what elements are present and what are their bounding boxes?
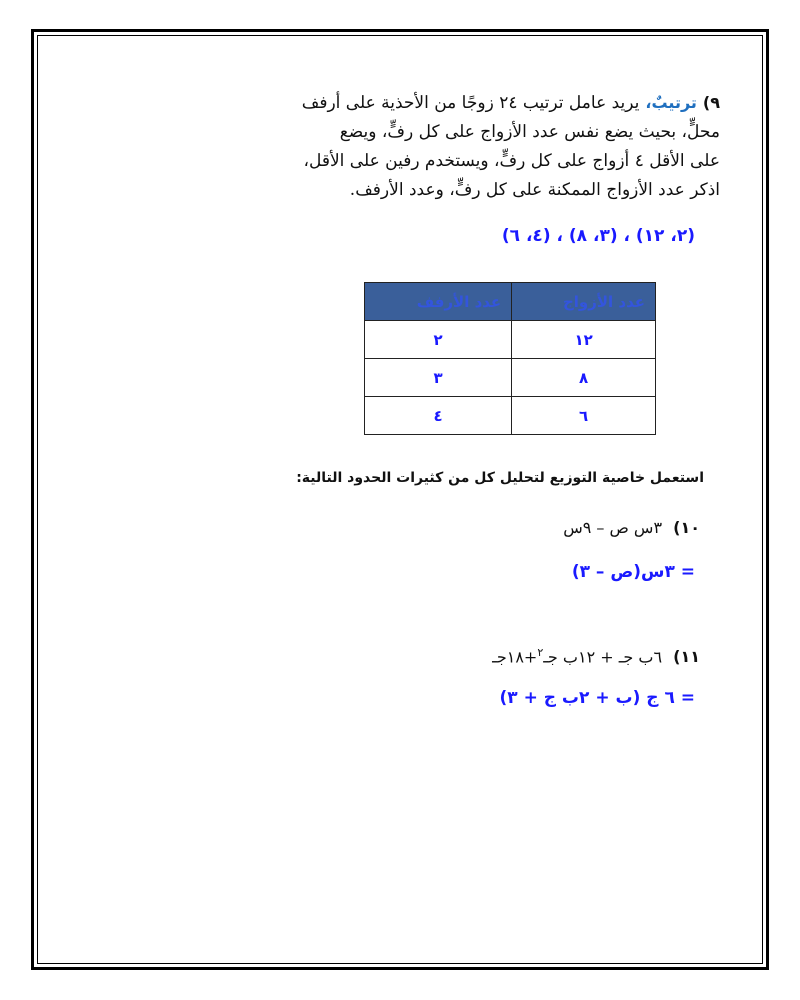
question-11 — [492, 646, 700, 666]
question-9-line-4: اذكر عدد الأزواج الممكنة على كل رفٍّ، وعدد الأرفف. — [349, 180, 720, 200]
question-9-line-2: محلٍّ، بحيث يضع نفس عدد الأزواج على كل رفٍّ، ويضع — [339, 122, 720, 142]
question-9-text-1: يريد عامل ترتيب ٢٤ زوجًا من الأحذية على أرفف — [301, 93, 640, 113]
cell-shelves: ٢ — [365, 321, 512, 359]
question-11-exponent: ٢ — [537, 646, 544, 659]
question-11-expression-a: ٦ب جـ + ١٢ب جـ — [543, 647, 663, 667]
cell-pairs: ٨ — [512, 359, 656, 397]
question-11-number: ١١) — [673, 647, 700, 667]
question-9-line-3: على الأقل ٤ أزواج على كل رفٍّ، ويستخدم رفين على الأقل، — [303, 151, 720, 171]
question-9-answer: (٢، ١٢) ، (٣، ٨) ، (٤، ٦) — [501, 226, 695, 246]
question-9-title: ترتيبٌ، — [645, 93, 697, 112]
question-10-number: ١٠) — [673, 518, 700, 537]
table-row — [365, 321, 656, 359]
question-10 — [563, 518, 700, 537]
cell-pairs: ١٢ — [512, 321, 656, 359]
question-11-answer: = ٦ ج (ب + ٢ب ج + ٣) — [499, 688, 695, 708]
instruction-text: استعمل خاصية التوزيع لتحليل كل من كثيرات الحدود التالية: — [296, 470, 704, 486]
question-9 — [230, 88, 720, 205]
header-shelves: عدد الأرفف — [365, 283, 512, 321]
cell-pairs: ٦ — [512, 397, 656, 435]
question-9-number: ٩) — [702, 93, 720, 112]
table-row — [365, 359, 656, 397]
question-10-expression: ٣س ص – ٩س — [563, 518, 663, 537]
shelves-table — [364, 282, 656, 435]
question-10-answer: = ٣س(ص – ٣) — [571, 562, 695, 582]
question-11-expression-b: +١٨جـ — [492, 647, 538, 667]
table-row — [365, 397, 656, 435]
table-header-row — [365, 283, 656, 321]
question-9-line-1 — [230, 88, 720, 118]
cell-shelves: ٣ — [365, 359, 512, 397]
header-pairs: عدد الأزواج — [512, 283, 656, 321]
cell-shelves: ٤ — [365, 397, 512, 435]
